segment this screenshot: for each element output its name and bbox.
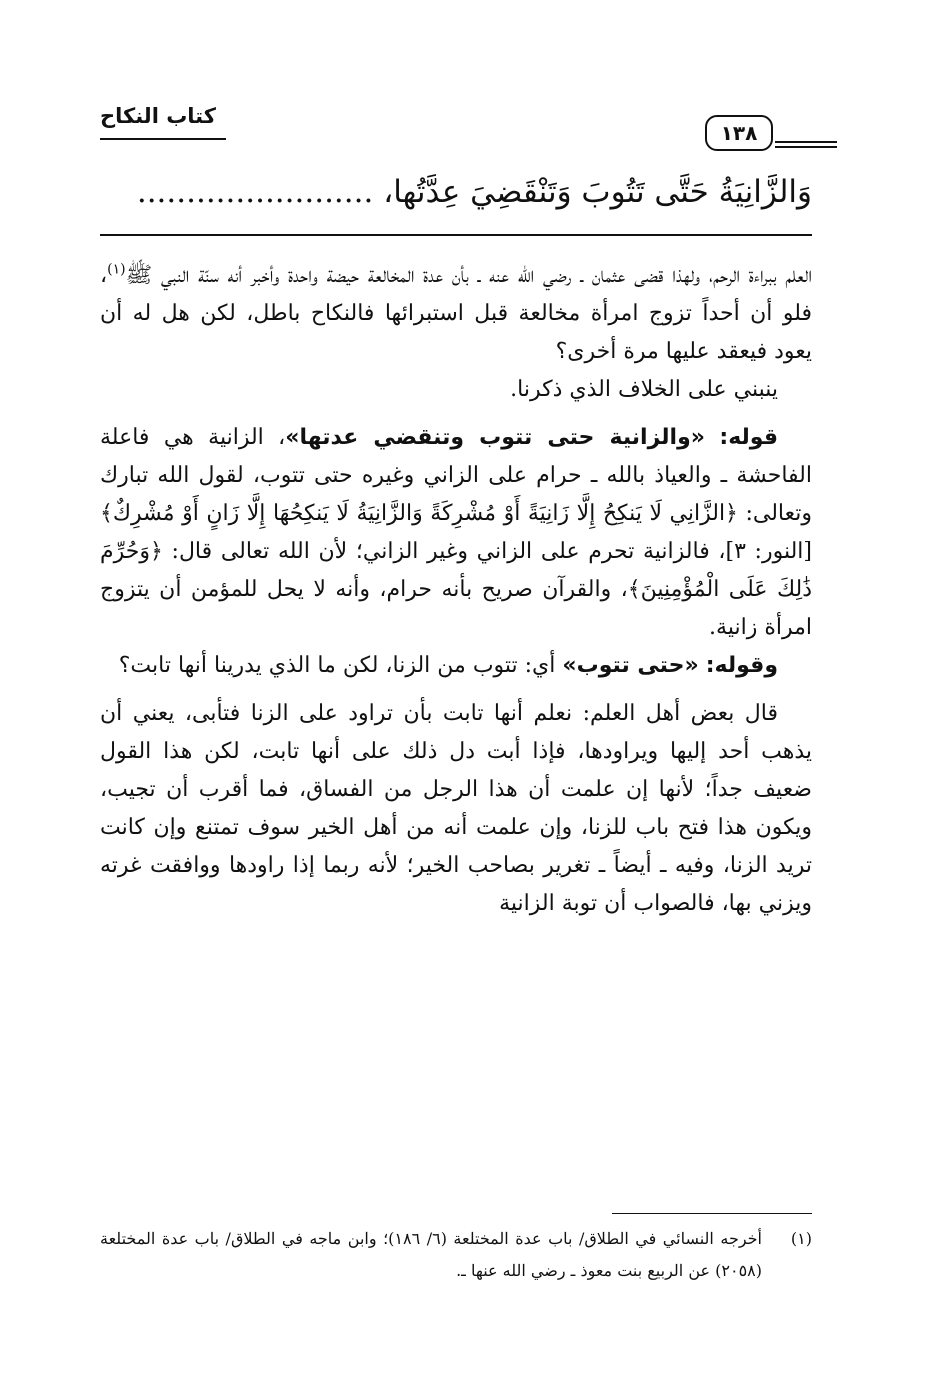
quran-verse: ﴿الزَّانِي لَا يَنكِحُ إِلَّا زَانِيَةً أَوْ مُشْرِكَةً وَالزَّانِيَةُ لَا يَنكِحُهَا إِلَّا زَانٍ أَوْ مُشْرِكٌ﴾	[100, 501, 738, 526]
footnote-number: (١)	[790, 1229, 813, 1248]
title-underline	[100, 138, 226, 140]
paragraph: ينبني على الخلاف الذي ذكرنا.	[510, 377, 778, 402]
matn-divider	[100, 234, 812, 236]
quote-label: قوله:	[719, 425, 778, 450]
matn-text: وَالزَّانِيَةُ حَتَّى تَتُوبَ وَتَنْقَضِيَ عِدَّتُها، ........................	[136, 174, 812, 210]
paragraph-text: العلم ببراءة الرحم، ولهذا قضى عثمان ـ رضي الله عنه ـ بأن عدة المخالعة حيضة واحدة وأخبر أنه سنّة النبي ﷺ	[125, 263, 812, 288]
paragraph	[100, 257, 812, 371]
paragraph-text: ، الزانية هي فاعلة الفاحشة ـ والعياذ بالله ـ حرام على الزاني وغيره حتى تتوب، لقول الله تبارك وتعالى:	[100, 425, 812, 526]
header-rule	[775, 141, 837, 143]
commentary-body	[100, 257, 812, 923]
quran-verse: ﴿وَحُرِّمَ ذَٰلِكَ عَلَى الْمُؤْمِنِينَ﴾	[100, 539, 813, 602]
paragraph-text: أي: تتوب من الزنا، لكن ما الذي يدرينا أنها تابت؟	[118, 653, 563, 678]
footnote-reference[interactable]: (١)	[107, 261, 126, 278]
quote-label: وقوله:	[705, 653, 778, 678]
verse-source: [النور: ٣]	[725, 539, 812, 564]
matn-quote: «والزانية حتى تتوب وتنقضي عدتها»	[285, 425, 705, 450]
page-number: ١٣٨	[705, 115, 773, 151]
footnote-text: أخرجه النسائي في الطلاق/ باب عدة المختلعة (٦/ ١٨٦)؛ وابن ماجه في الطلاق/ باب عدة المختلعة (٢٠٥٨) عن الربيع بنت معوذ ـ رضي الله عنها ـ.	[100, 1229, 763, 1280]
header-rule	[775, 146, 837, 148]
running-title: كتاب النكاح	[100, 104, 216, 128]
footnote-divider	[612, 1213, 812, 1214]
paragraph-text: ، فلو أن أحداً تزوج امرأة مخالعة قبل استبرائها فالنكاح باطل، لكن هل له أن يعود فيعقد عليها مرة أخرى؟	[100, 263, 812, 364]
matn-quote: «حتى تتوب»	[562, 653, 699, 678]
paragraph	[100, 647, 812, 685]
footnotes	[100, 1223, 812, 1287]
paragraph	[100, 419, 812, 647]
footnote	[100, 1223, 812, 1287]
paragraph: قال بعض أهل العلم: نعلم أنها تابت بأن تراود على الزنا فتأبى، يعني أن يذهب أحد إليها ويراودها، فإذا أبت دل ذلك على أنها تابت، لكن هذا القول ضعيف جداً؛ لأنها إن علمت أن هذا الرجل من الفساق، فما أقرب أن تجيب، ويكون هذا فتح باب للزنا، وإن علمت أنه من أهل الخير سوف تمتنع وإن كانت تريد الزنا، وفيه ـ أيضاً ـ تغرير بصاحب الخير؛ لأنه ربما إذا راودها ووافقت غرته ويزني بها، فالصواب أن توبة الزانية	[100, 701, 812, 916]
paragraph-text: ، والقرآن صريح بأنه حرام، وأنه لا يحل للمؤمن أن يتزوج امرأة زانية.	[100, 577, 812, 640]
paragraph-text: ، فالزانية تحرم على الزاني وغير الزاني؛ لأن الله تعالى قال:	[162, 539, 726, 564]
